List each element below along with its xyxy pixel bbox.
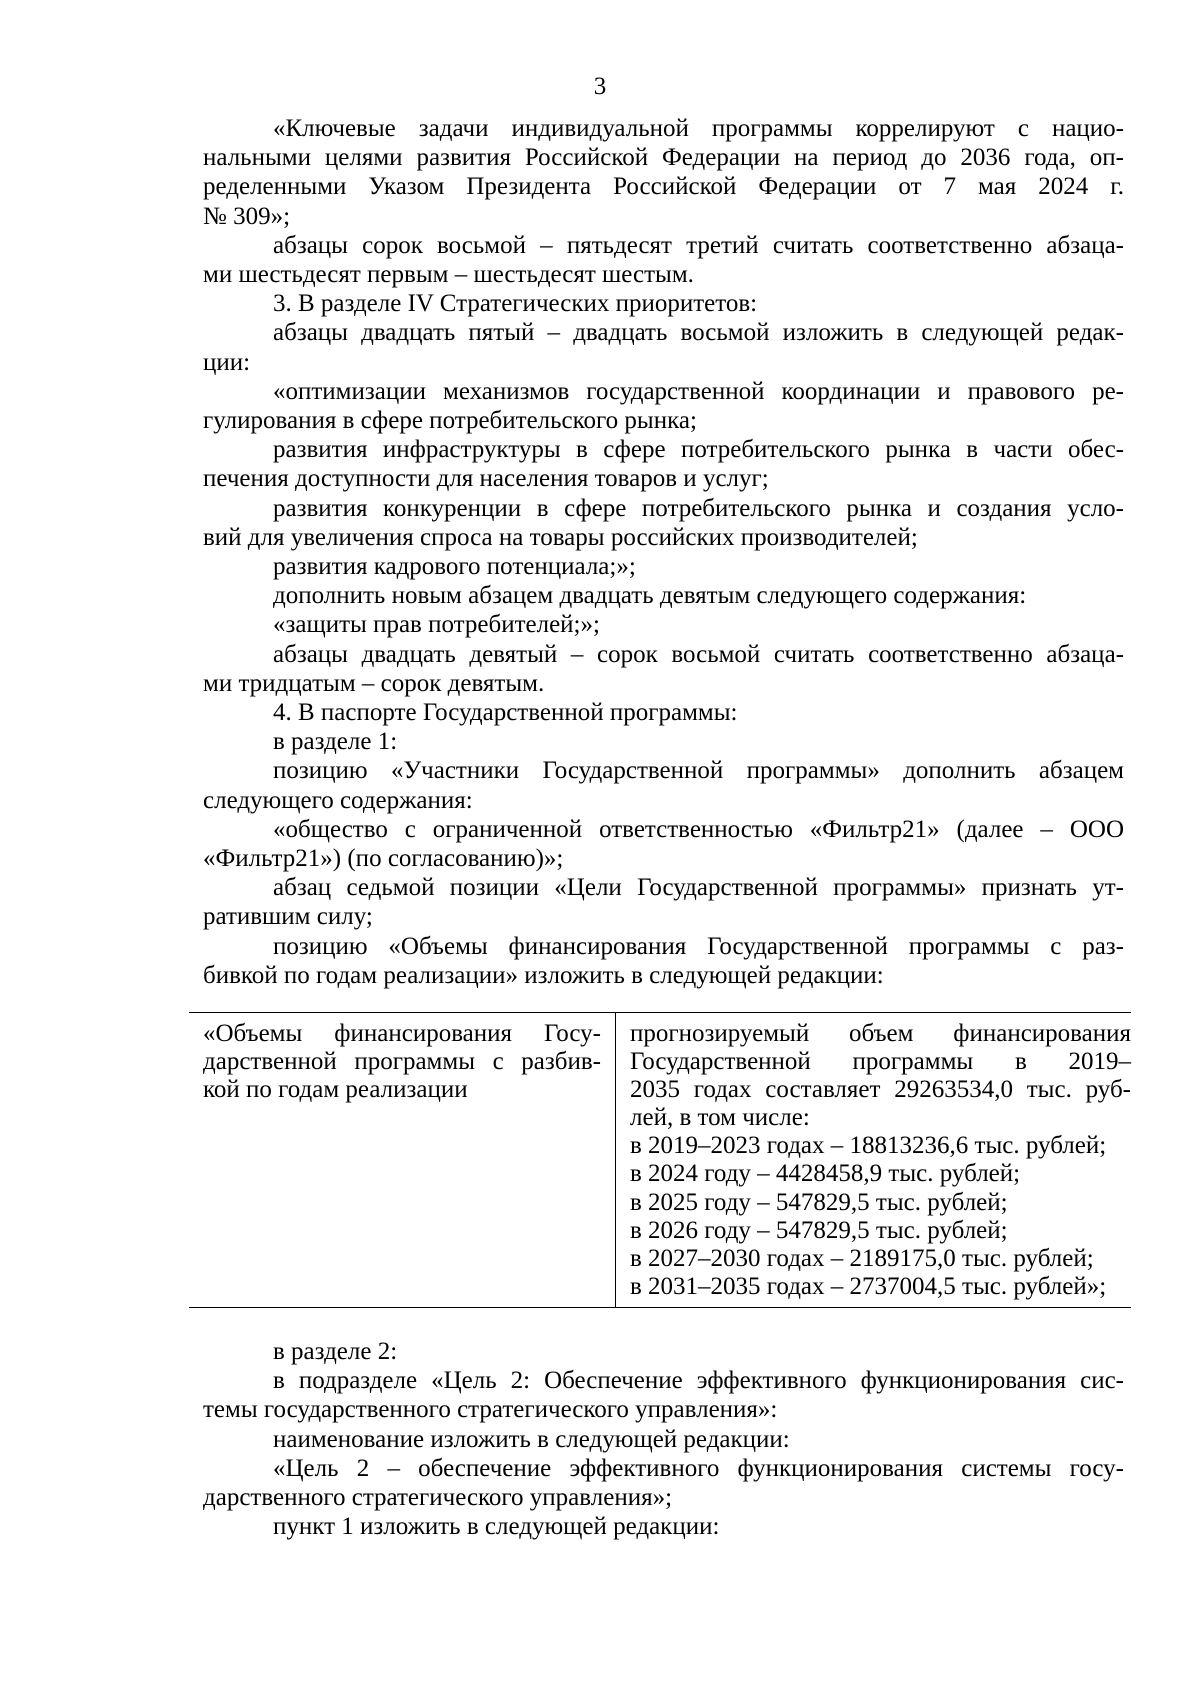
text-line: ми шестьдесят первым – шестьдесят шестым. [203, 261, 694, 289]
text-line: «общество с ограниченной ответственностью «Фильтр21» (далее – ООО [273, 815, 1124, 843]
text-line: «Ключевые задачи индивидуальной программы коррелируют с нацио- [273, 115, 1124, 142]
text-line: «оптимизации механизмов государственной координации и правового ре- [273, 377, 1124, 405]
paragraph [203, 1425, 1124, 1454]
cell-text-line: прогнозируемый объем финансирования [630, 1020, 1131, 1047]
text-line: бивкой по годам реализации» изложить в следующей редакции: [203, 961, 884, 989]
text-line: абзацы сорок восьмой – пятьдесят третий считать соответственно абзаца- [273, 231, 1124, 259]
text-line: в подразделе «Цель 2: Обеспечение эффективного функционирования сис- [273, 1367, 1124, 1395]
text-line: гулирования в сфере потребительского рынка; [203, 407, 697, 435]
paragraph [203, 494, 1124, 552]
table-row [189, 1013, 1131, 1308]
text-line: следующего содержания: [203, 786, 473, 814]
paragraph [203, 756, 1124, 814]
cell-text-line: лей, в том числе: [630, 1104, 810, 1132]
paragraph [203, 581, 1124, 610]
text-line: абзацы двадцать пятый – двадцать восьмой изложить в следующей редак- [273, 319, 1124, 347]
financing-table [189, 1012, 1131, 1308]
text-line: вий для увеличения спроса на товары российских производителей; [203, 523, 918, 551]
text-line: пункт 1 изложить в следующей редакции: [273, 1513, 720, 1541]
cell-text-line: в 2027–2030 годах – 2189175,0 тыс. рублей; [630, 1244, 1094, 1272]
text-line: ми тридцатым – сорок девятым. [203, 669, 545, 697]
paragraph [203, 815, 1124, 873]
text-line: абзацы двадцать девятый – сорок восьмой считать соответственно абзаца- [273, 640, 1124, 668]
text-line: позицию «Участники Государственной программы» дополнить абзацем [273, 757, 1124, 785]
paragraph [203, 1512, 1124, 1541]
cell-text-line: в 2025 году – 547829,5 тыс. рублей; [630, 1188, 1008, 1216]
cell-text-line: в 2024 году – 4428458,9 тыс. рублей; [630, 1160, 1021, 1188]
text-line: 3. В разделе IV Стратегических приоритетов: [273, 290, 758, 318]
cell-text-line: 2035 годах составляет 29263534,0 тыс. руб- [630, 1076, 1131, 1104]
paragraph [203, 552, 1124, 581]
cell-text-line: в 2031–2035 годах – 2737004,5 тыс. рублей»; [630, 1272, 1107, 1300]
table-cell-label [189, 1013, 616, 1308]
text-line: развития конкуренции в сфере потребительского рынка и создания усло- [273, 494, 1124, 522]
text-line: развития кадрового потенциала;»; [273, 553, 636, 581]
text-line: ределенными Указом Президента Российской Федерации от 7 мая 2024 г. [203, 173, 1124, 201]
paragraph [203, 698, 1124, 727]
text-line: нальными целями развития Российской Федерации на период до 2036 года, оп- [203, 144, 1124, 172]
document-body-bottom [203, 1337, 1124, 1541]
paragraph [203, 932, 1124, 990]
paragraph [203, 610, 1124, 639]
table-cell-value [616, 1013, 1132, 1308]
text-line: 4. В паспорте Государственной программы: [273, 699, 738, 727]
page-number: 3 [593, 73, 607, 100]
text-line: абзац седьмой позиции «Цели Государственной программы» признать ут- [273, 874, 1124, 902]
text-line: развития инфраструктуры в сфере потребительского рынка в части обес- [273, 436, 1124, 464]
paragraph [203, 1337, 1124, 1366]
text-line: «Цель 2 – обеспечение эффективного функционирования системы госу- [273, 1454, 1124, 1482]
text-line: позицию «Объемы финансирования Государственной программы с раз- [273, 932, 1124, 960]
cell-text-line: в 2019–2023 годах – 18813236,6 тыс. рублей; [630, 1132, 1107, 1160]
text-line: дополнить новым абзацем двадцать девятым следующего содержания: [273, 582, 1027, 610]
paragraph [203, 1366, 1124, 1424]
paragraph [203, 318, 1124, 376]
text-line: «Фильтр21») (по согласованию)»; [203, 845, 564, 873]
text-line: в разделе 1: [273, 728, 398, 756]
text-line: ции: [203, 348, 251, 376]
text-line: темы государственного стратегического управления»: [203, 1396, 778, 1424]
paragraph [203, 377, 1124, 435]
text-line: в разделе 2: [273, 1338, 398, 1365]
paragraph [203, 114, 1124, 231]
paragraph [203, 231, 1124, 289]
cell-text-line: Государственной программы в 2019– [630, 1048, 1131, 1076]
paragraph [203, 873, 1124, 931]
text-line: наименование изложить в следующей редакции: [273, 1425, 790, 1453]
paragraph [203, 289, 1124, 318]
cell-text-line: в 2026 году – 547829,5 тыс. рублей; [630, 1216, 1008, 1244]
paragraph [203, 435, 1124, 493]
paragraph [203, 727, 1124, 756]
cell-text-line: дарственной программы с разбив- [203, 1048, 601, 1076]
text-line: № 309»; [203, 202, 291, 230]
document-body-top [203, 114, 1124, 990]
text-line: «защиты прав потребителей;»; [273, 611, 600, 639]
text-line: дарственного стратегического управления»; [203, 1484, 673, 1512]
text-line: ратившим силу; [203, 903, 373, 931]
paragraph [203, 640, 1124, 698]
paragraph [203, 1454, 1124, 1512]
text-line: печения доступности для населения товаров и услуг; [203, 465, 769, 493]
cell-text-line: кой по годам реализации [203, 1076, 468, 1104]
cell-text-line: «Объемы финансирования Госу- [203, 1020, 601, 1047]
